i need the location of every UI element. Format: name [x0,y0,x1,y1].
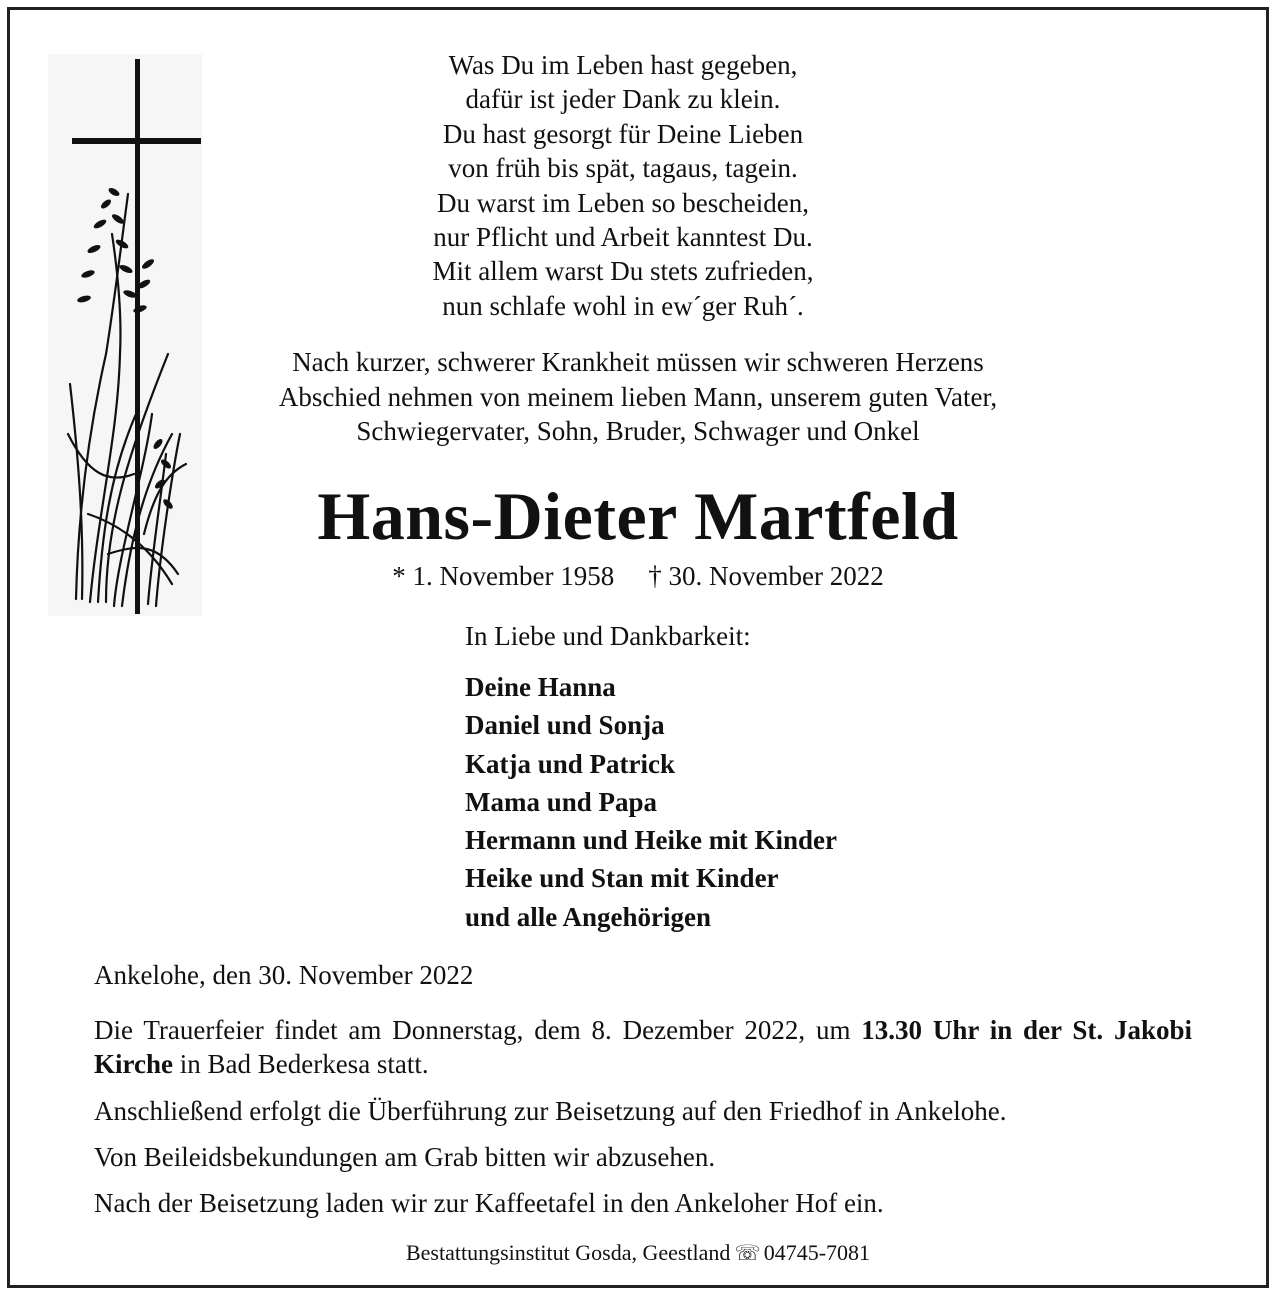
mourner: Katja und Patrick [465,748,676,779]
poem-line: nun schlafe wohl in ew´ger Ruh´. [442,290,804,321]
service-time-location: 13.30 Uhr in der St. Jakobi Kirche [94,1015,1192,1079]
deceased-name: Hans-Dieter Martfeld [317,478,959,554]
service-paragraph [94,1013,1192,1081]
burial-paragraph: Anschließend erfolgt die Überführung zur Beisetzung auf den Friedhof in Ankelohe. [94,1096,1007,1126]
undertaker-phone: 04745-7081 [763,1240,871,1265]
condolence-paragraph: Von Beileidsbekundungen am Grab bitten wir abzusehen. [94,1142,716,1172]
telephone-icon: ☏ [734,1241,761,1265]
mourner: Hermann und Heike mit Kinder [465,825,838,856]
obituary-notice [7,7,1269,1288]
mourner: Deine Hanna [465,672,616,702]
life-dates [10,558,1266,594]
mourner: Mama und Papa [465,786,658,817]
birth-date: * 1. November 1958 [392,561,615,591]
poem-line: von früh bis spät, tagaus, tagein. [448,153,798,184]
reception-paragraph: Nach der Beisetzung laden wir zur Kaffeetafel in den Ankeloher Hof ein. [94,1188,884,1218]
service-text: in Bad Bederkesa statt. [172,1049,429,1079]
mourner: Daniel und Sonja [465,710,665,741]
poem [340,48,906,323]
poem-line: dafür ist jeder Dank zu klein. [465,84,781,115]
service-text: Die Trauerfeier findet am Donnerstag, dem 8. Dezember 2022, um [94,1015,862,1045]
intro-line: Nach kurzer, schwerer Krankheit müssen wir schweren Herzens [292,347,984,377]
death-date: † 30. November 2022 [648,561,884,591]
poem-line: Du warst im Leben so bescheiden, [437,187,809,218]
poem-line: Du hast gesorgt für Deine Lieben [442,118,804,149]
poem-line: Mit allem warst Du stets zufrieden, [432,256,814,287]
mourner: Heike und Stan mit Kinder [465,863,779,894]
thanks-line: In Liebe und Dankbarkeit: [465,621,751,651]
poem-line: Was Du im Leben hast gegeben, [448,50,798,80]
undertaker-name: Bestattungsinstitut Gosda, Geestland [405,1240,731,1265]
mourner: und alle Angehörigen [465,901,712,932]
intro-line: Schwiegervater, Sohn, Bruder, Schwager und Onkel [356,416,920,446]
intro-text [190,345,1086,449]
intro-line: Abschied nehmen von meinem lieben Mann, unserem guten Vater, [278,381,998,412]
undertaker-footer [10,1238,1266,1268]
place-and-date: Ankelohe, den 30. November 2022 [94,960,474,990]
mourners-list [465,668,837,936]
poem-line: nur Pflicht und Arbeit kanntest Du. [433,222,813,253]
